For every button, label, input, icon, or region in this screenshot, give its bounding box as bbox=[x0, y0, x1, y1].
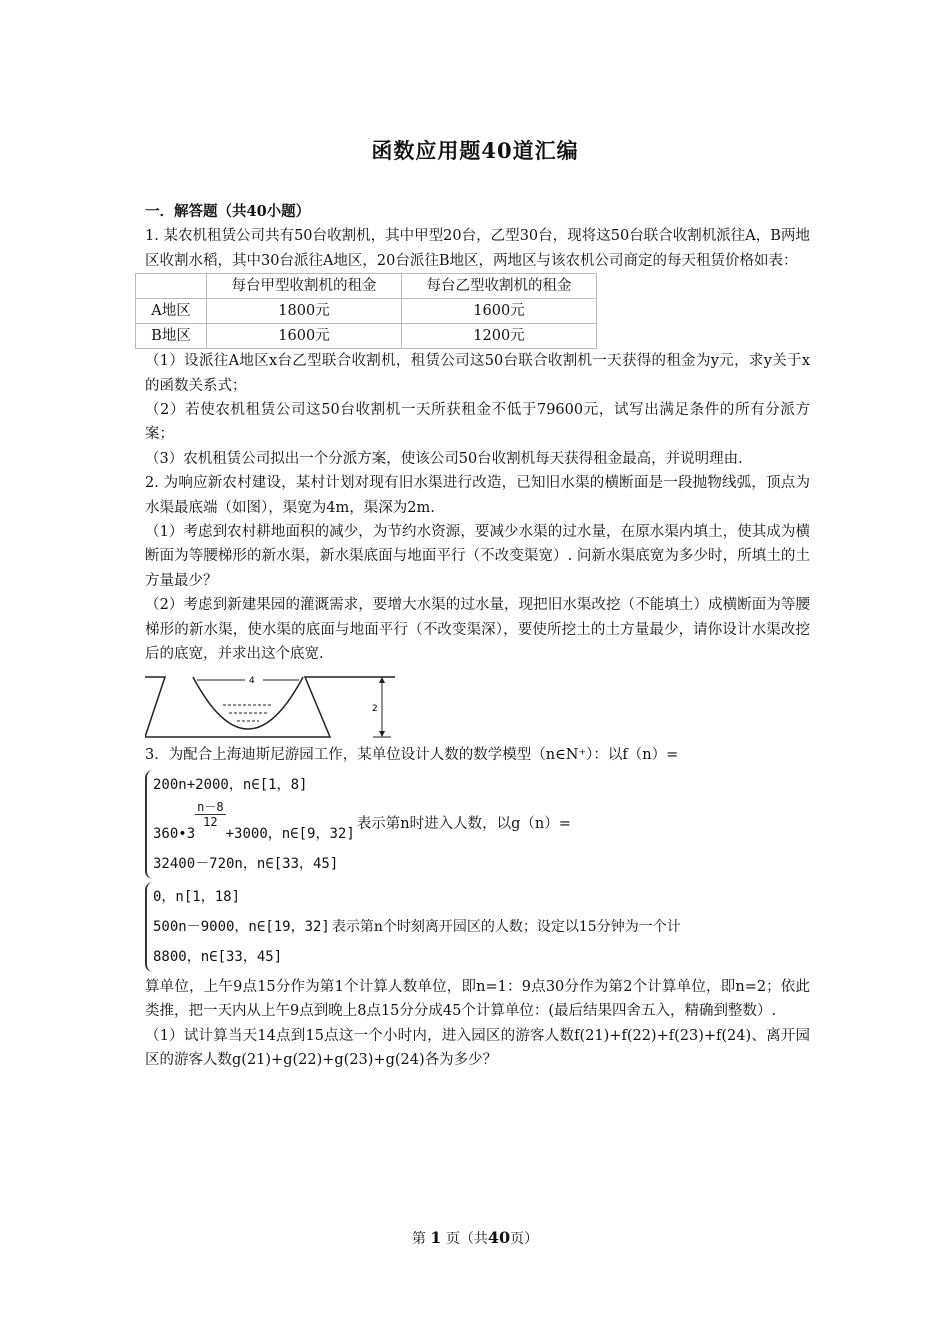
table-cell: 1800元 bbox=[207, 299, 402, 324]
table-cell: 1600元 bbox=[207, 324, 402, 349]
document-content bbox=[145, 200, 810, 1073]
depth-label: 2 bbox=[372, 703, 378, 714]
arrow-head bbox=[379, 731, 385, 737]
table-cell: B地区 bbox=[136, 324, 207, 349]
q1-part-3: （3）农机租赁公司拟出一个分派方案，使该公司50台收割机每天获得租金最高，并说明理由. bbox=[145, 450, 743, 467]
table-row bbox=[136, 324, 597, 349]
frac-num: n－8 bbox=[197, 799, 224, 814]
table-header-cell bbox=[136, 274, 207, 299]
g-case: 0，n[1，18] bbox=[153, 888, 241, 905]
q1-part-2: （2）若使农机租赁公司这50台收割机一天所获租金不低于79600元，试写出满足条件的所有分派方案； bbox=[145, 402, 810, 443]
f-case: 32400－720n，n∈[33，45] bbox=[153, 855, 339, 872]
table-header-cell: 每台乙型收割机的租金 bbox=[402, 274, 597, 299]
table-header-row bbox=[136, 274, 597, 299]
f-cases bbox=[145, 770, 355, 879]
g-case: 500n－9000，n∈[19，32] bbox=[153, 918, 330, 935]
table-cell: 1600元 bbox=[402, 299, 597, 324]
canal-diagram bbox=[145, 673, 395, 741]
document-title: 函数应用题40道汇编 bbox=[371, 138, 579, 163]
f-piecewise bbox=[145, 770, 810, 879]
g-cases bbox=[145, 882, 681, 972]
g-case-row bbox=[153, 912, 681, 942]
q2-part-2: （2）考虑到新建果园的灌溉需求，要增大水渠的过水量，现把旧水渠改挖（不能填土）成横断面为等腰梯形的新水渠，使水渠的底面与地面平行（不改变渠深），要使所挖土的土方量最少，请你设计水渠改挖后的底宽，并求出这个底宽. bbox=[145, 597, 810, 663]
q2-part-1: （1）考虑到农村耕地面积的减少，为节约水资源，要减少水渠的过水量，在原水渠内填土，使其成为横断面为等腰梯形的新水渠，新水渠底面与地面平行（不改变渠宽）. 问新水渠底宽为多少时，所填土的土方量最少？ bbox=[145, 524, 810, 589]
f-exp-base: 360•3 bbox=[153, 825, 196, 842]
table-cell: 1200元 bbox=[402, 324, 597, 349]
table-cell: A地区 bbox=[136, 299, 207, 324]
q1-part-1: （1）设派往A地区x台乙型联合收割机，租赁公司这50台联合收割机一天获得的租金为y元，求y关于x的函数关系式； bbox=[145, 353, 810, 394]
q1-intro: 1. 某农机租赁公司共有50台收割机，其中甲型20台，乙型30台，现将这50台联合收割机派往A，B两地区收割水稻，其中30台派往A地区，20台派往B地区，两地区与该农机公司商定的每天租赁价格如表： bbox=[145, 228, 810, 269]
arrow-head bbox=[379, 677, 385, 683]
g-after-text: 表示第n个时刻离开园区的人数；设定以15分钟为一个计 bbox=[331, 918, 681, 935]
q3-continuation: 算单位，上午9点15分作为第1个计算人数单位，即n=1：9点30分作为第2个计算单位，即n=2；依此类推，把一天内从上午9点到晚上8点15分分成45个计算单位：(最后结果四舍五入，精确到整数）. bbox=[145, 978, 810, 1020]
f-case: +3000，n∈[9，32] bbox=[225, 825, 355, 842]
table-header-cell: 每台甲型收割机的租金 bbox=[207, 274, 402, 299]
f-case: 200n+2000，n∈[1，8] bbox=[153, 776, 308, 793]
page-number: 1 bbox=[430, 1228, 442, 1247]
table-row bbox=[136, 299, 597, 324]
rent-table bbox=[135, 273, 597, 349]
f-case-exp bbox=[153, 800, 355, 849]
page-footer bbox=[0, 1228, 950, 1248]
footer-middle: 页（共 bbox=[445, 1231, 488, 1247]
q2-intro: 2. 为响应新农村建设，某村计划对现有旧水渠进行改造，已知旧水渠的横断面是一段抛物线弧，顶点为水渠最底端（如图），渠宽为4m，渠深为2m. bbox=[145, 475, 810, 516]
q3-part-1: （1）试计算当天14点到15点这一个小时内，进入园区的游客人数f(21)+f(22)+f(23)+f(24)、离开园区的游客人数g(21)+g(22)+g(23)+g(24)各为多少？ bbox=[145, 1027, 810, 1069]
canal-outline bbox=[145, 677, 395, 737]
g-case: 8800，n∈[33，45] bbox=[153, 948, 283, 965]
q3-intro: 3．为配合上海迪斯尼游园工作，某单位设计人数的数学模型（n∈N⁺）：以f（n）= bbox=[145, 746, 679, 763]
page-total: 40 bbox=[487, 1228, 511, 1247]
section-heading: 一．解答题（共40小题） bbox=[145, 203, 311, 220]
frac-den: 12 bbox=[203, 814, 218, 829]
f-after-text: 表示第n时进入人数，以g（n）= bbox=[356, 816, 571, 833]
width-label: 4 bbox=[249, 675, 255, 686]
footer-suffix: 页） bbox=[510, 1231, 539, 1247]
canal-figure bbox=[145, 673, 810, 741]
g-piecewise bbox=[145, 882, 810, 972]
footer-prefix: 第 bbox=[411, 1231, 426, 1247]
exponent-fraction bbox=[195, 800, 225, 829]
